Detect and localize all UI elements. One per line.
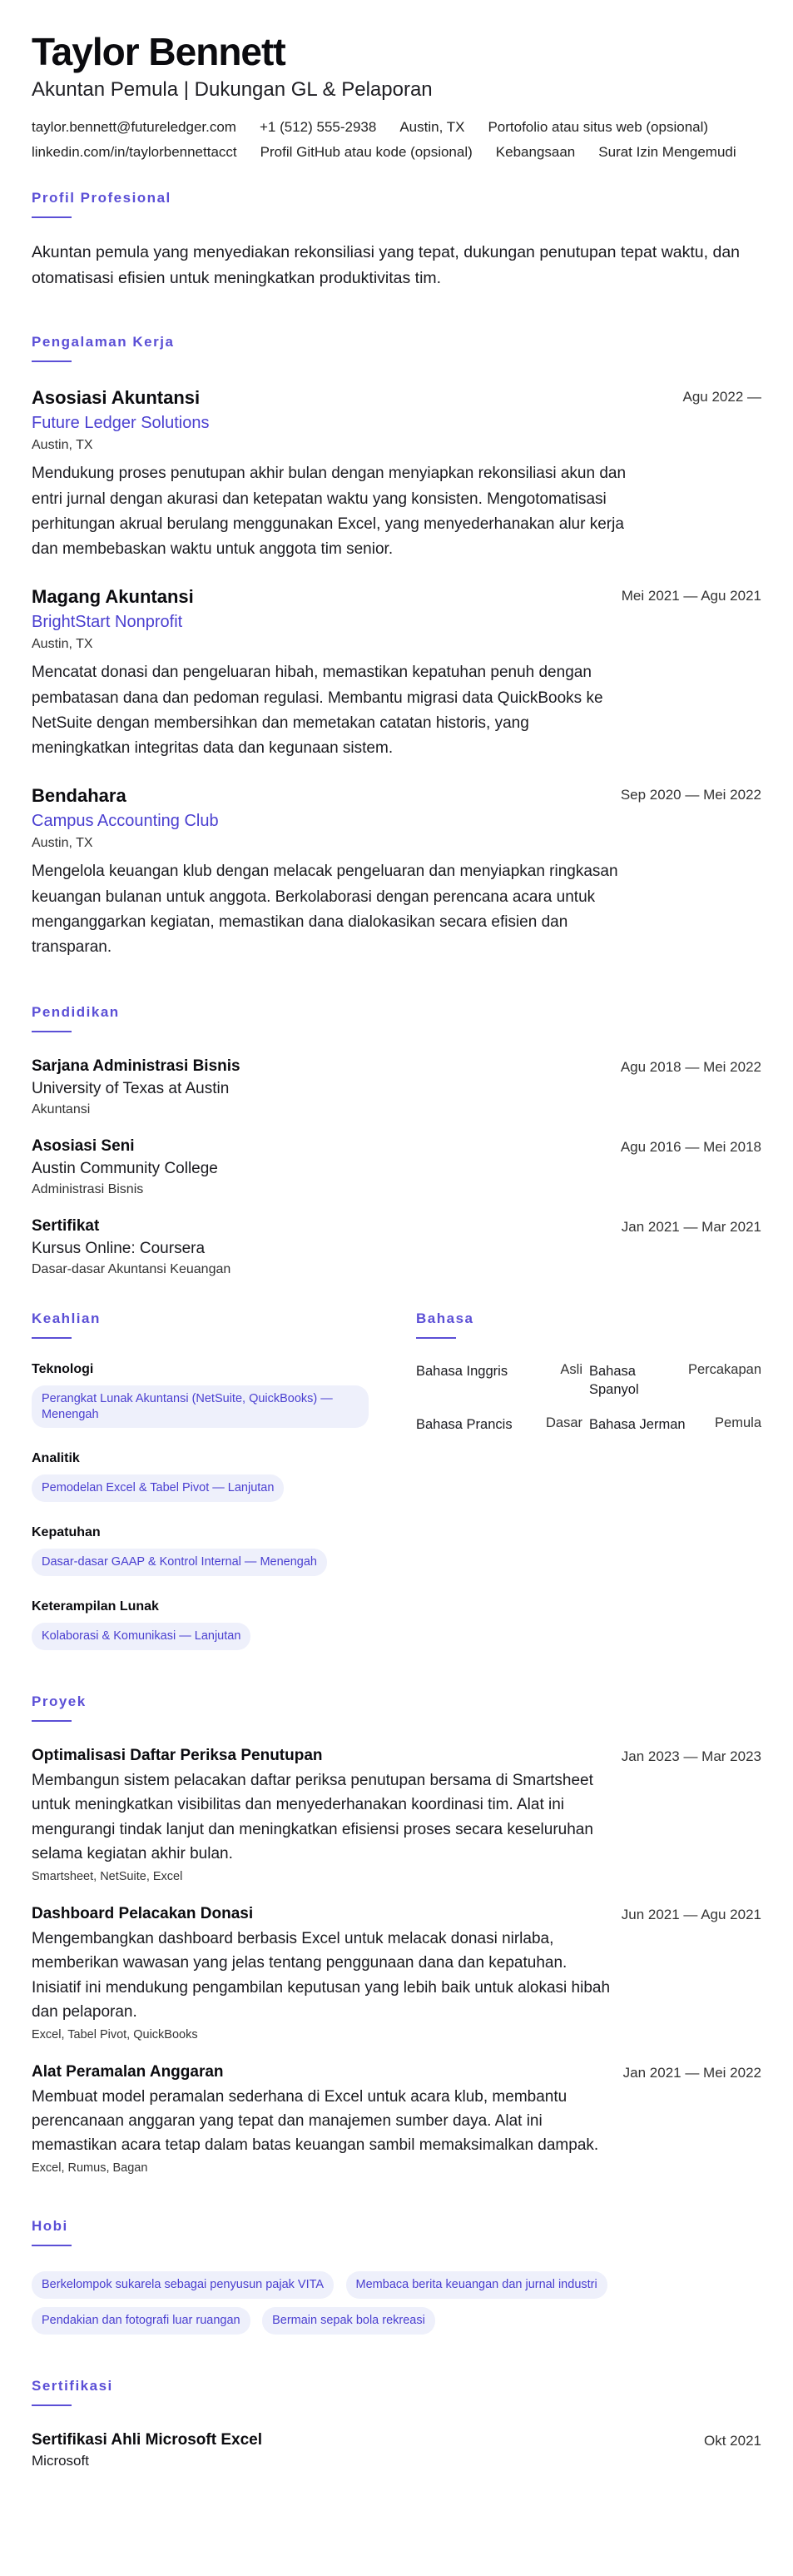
skill-chip: Kolaborasi & Komunikasi — Lanjutan [32,1623,250,1650]
section-divider [32,2404,72,2406]
language-name: Bahasa Prancis [416,1417,513,1433]
contact-phone[interactable]: +1 (512) 555-2938 [259,119,377,136]
languages-section [416,1310,761,1650]
project-description: Membangun sistem pelacakan daftar periksa penutupan bersama di Smartsheet untuk meningkatkan visibilitas dan menyederhanakan koordinasi tim. Alat ini mengurangi tindak lanjut dan meningkatkan efisiensi proses secara keseluruhan selama kegiatan akhir bulan. [32,1772,593,1863]
degree-name: Sarjana Administrasi Bisnis [32,1057,240,1075]
contact-portfolio[interactable]: Portofolio atau situs web (opsional) [488,119,709,136]
job-title: Bendahara [32,784,126,806]
school-name: Austin Community College [32,1159,218,1177]
job-title: Asosiasi Akuntansi [32,386,201,408]
section-title: Profil Profesional [32,190,171,206]
hobby-list [32,2263,761,2335]
project-title: Dashboard Pelacakan Donasi [32,1904,254,1922]
education-item [32,1217,761,1277]
section-divider [32,1337,72,1339]
language-list [416,1362,761,1435]
certification-name: Sertifikasi Ahli Microsoft Excel [32,2430,262,2449]
skills-section [32,1310,377,1650]
resume-header [32,32,761,162]
project-description: Mengembangkan dashboard berbasis Excel untuk melacak donasi nirlaba, memberikan wawasan yang jelas tentang penggunaan dana dan kepatuhan. Inisiatif ini mendukung pengambilan keputusan yang lebih baik untuk alokasi hibah dan pelaporan. [32,1929,611,2022]
project-tech: Smartsheet, NetSuite, Excel [32,1869,183,1883]
section-title: Hobi [32,2217,68,2234]
project-item [32,1905,761,2041]
field-of-study: Akuntansi [32,1102,91,1116]
education-dates: Jan 2021 — Mar 2021 [621,1218,761,1235]
education-item [32,1137,761,1197]
section-divider [32,361,72,362]
job-title: Magang Akuntansi [32,585,194,607]
education-section [32,1004,761,1277]
project-item [32,1747,761,1883]
profile-summary: Akuntan pemula yang menyediakan rekonsiliasi yang tepat, dukungan penutupan tepat waktu, dan otomatisasi efisien untuk meningkatkan produktivitas tim. [32,243,741,287]
section-title: Pengalaman Kerja [32,333,175,350]
skill-category: Analitik [32,1451,80,1466]
section-title: Pendidikan [32,1003,120,1020]
section-divider [32,2245,72,2246]
language-item [416,1415,589,1434]
language-item [589,1362,761,1400]
language-name: Bahasa Jerman [589,1417,686,1433]
candidate-headline: Akuntan Pemula | Dukungan GL & Pelaporan [32,78,433,102]
profile-section [32,190,761,290]
section-divider [416,1337,456,1339]
language-name: Bahasa Inggris [416,1363,508,1379]
contact-location: Austin, TX [399,119,465,136]
language-item [589,1415,761,1434]
experience-item [32,387,761,563]
section-divider [32,1720,72,1722]
section-divider [32,216,72,218]
degree-name: Sertifikat [32,1216,100,1235]
degree-name: Asosiasi Seni [32,1136,135,1155]
job-description: Mengelola keuangan klub dengan melacak pengeluaran dan menyiapkan ringkasan keuangan bulanan untuk anggota. Berkolaborasi dengan perencana acara untuk menganggarkan kegiatan, memastikan dana dialokasikan secara efisien dan transparan. [32,863,618,957]
education-item [32,1057,761,1117]
company-name[interactable]: Future Ledger Solutions [32,414,210,433]
hobby-chip: Membaca berita keuangan dan jurnal industri [346,2271,607,2299]
job-location: Austin, TX [32,637,93,652]
project-dates: Jan 2023 — Mar 2023 [621,1748,761,1764]
school-name: University of Texas at Austin [32,1079,230,1097]
contact-nationality: Kebangsaan [495,144,576,161]
field-of-study: Dasar-dasar Akuntansi Keuangan [32,1261,231,1276]
section-title: Sertifikasi [32,2377,113,2394]
certification-item [32,2431,761,2469]
candidate-name: Taylor Bennett [32,30,285,73]
certification-date: Okt 2021 [704,2432,761,2449]
section-title: Keahlian [32,1310,101,1326]
education-dates: Agu 2016 — Mei 2018 [620,1138,761,1155]
project-dates: Jun 2021 — Agu 2021 [621,1906,761,1922]
section-divider [32,1031,72,1032]
education-dates: Agu 2018 — Mei 2022 [620,1058,761,1075]
experience-list [32,387,761,961]
company-name[interactable]: Campus Accounting Club [32,812,219,831]
experience-item [32,785,761,961]
certification-list [32,2431,761,2469]
job-location: Austin, TX [32,836,93,851]
contact-linkedin[interactable]: linkedin.com/in/taylorbennettacct [32,144,237,161]
job-location: Austin, TX [32,438,93,453]
project-tech: Excel, Rumus, Bagan [32,2161,148,2175]
language-level: Pemula [715,1415,761,1431]
field-of-study: Administrasi Bisnis [32,1181,144,1196]
contact-driving-license: Surat Izin Mengemudi [598,144,736,161]
skill-category: Keterampilan Lunak [32,1599,159,1614]
experience-section [32,334,761,961]
hobby-chip: Pendakian dan fotografi luar ruangan [32,2307,250,2335]
projects-section [32,1693,761,2175]
project-tech: Excel, Tabel Pivot, QuickBooks [32,2027,198,2041]
hobbies-section [32,2218,761,2335]
job-description: Mendukung proses penutupan akhir bulan dengan menyiapkan rekonsiliasi akun dan entri jurnal dengan akurasi dan ketepatan waktu yang konsisten. Mengotomatisasi perhitungan akrual berulang menggunakan Excel, yang menyederhanakan alur kerja dan membebaskan waktu untuk anggota tim senior. [32,465,627,559]
project-dates: Jan 2021 — Mei 2022 [622,2064,761,2081]
project-description: Membuat model peramalan sederhana di Excel untuk acara klub, membantu perencanaan anggaran yang tepat dan manajemen sumber daya. Alat ini memastikan acara tetap dalam batas keuangan sambil memaksimalkan dampak. [32,2087,599,2155]
skills-languages-row [32,1310,761,1650]
skill-chip: Perangkat Lunak Akuntansi (NetSuite, QuickBooks) — Menengah [32,1385,369,1429]
skill-category: Kepatuhan [32,1525,101,1540]
contact-list [32,118,761,162]
skill-group [32,1525,377,1576]
language-level: Dasar [545,1415,582,1431]
skill-category: Teknologi [32,1361,94,1376]
project-list [32,1747,761,2175]
contact-github[interactable]: Profil GitHub atau kode (opsional) [260,144,473,161]
hobby-chip: Bermain sepak bola rekreasi [262,2307,435,2335]
skill-group [32,1451,377,1502]
education-list [32,1057,761,1277]
experience-item [32,586,761,762]
certifications-section [32,2378,761,2469]
job-dates: Sep 2020 — Mei 2022 [620,786,761,803]
company-name[interactable]: BrightStart Nonprofit [32,613,183,632]
language-item [416,1362,589,1400]
job-description: Mencatat donasi dan pengeluaran hibah, memastikan kepatuhan penuh dengan pembatasan dana dan pedoman regulasi. Membantu migrasi data QuickBooks ke NetSuite dengan membersihkan dan memetakan catatan historis, yang meningkatkan integritas data dan kegunaan sistem. [32,664,603,758]
project-title: Optimalisasi Daftar Periksa Penutupan [32,1747,323,1764]
skill-chip: Dasar-dasar GAAP & Kontrol Internal — Menengah [32,1549,327,1576]
certification-issuer: Microsoft [32,2452,89,2469]
contact-email[interactable]: taylor.bennett@futureledger.com [32,119,236,136]
skill-group [32,1362,377,1429]
language-name: Bahasa Spanyol [589,1363,639,1398]
school-name: Kursus Online: Coursera [32,1239,206,1257]
section-title: Bahasa [416,1310,474,1326]
project-item [32,2063,761,2175]
section-title: Proyek [32,1693,87,1709]
skill-chip: Pemodelan Excel & Tabel Pivot — Lanjutan [32,1474,284,1502]
hobby-chip: Berkelompok sukarela sebagai penyusun pajak VITA [32,2271,334,2299]
skill-group [32,1599,377,1650]
language-level: Asli [560,1361,582,1377]
job-dates: Mei 2021 — Agu 2021 [621,587,761,604]
project-title: Alat Peramalan Anggaran [32,2062,224,2081]
language-level: Percakapan [687,1361,761,1377]
job-dates: Agu 2022 — [682,388,761,405]
